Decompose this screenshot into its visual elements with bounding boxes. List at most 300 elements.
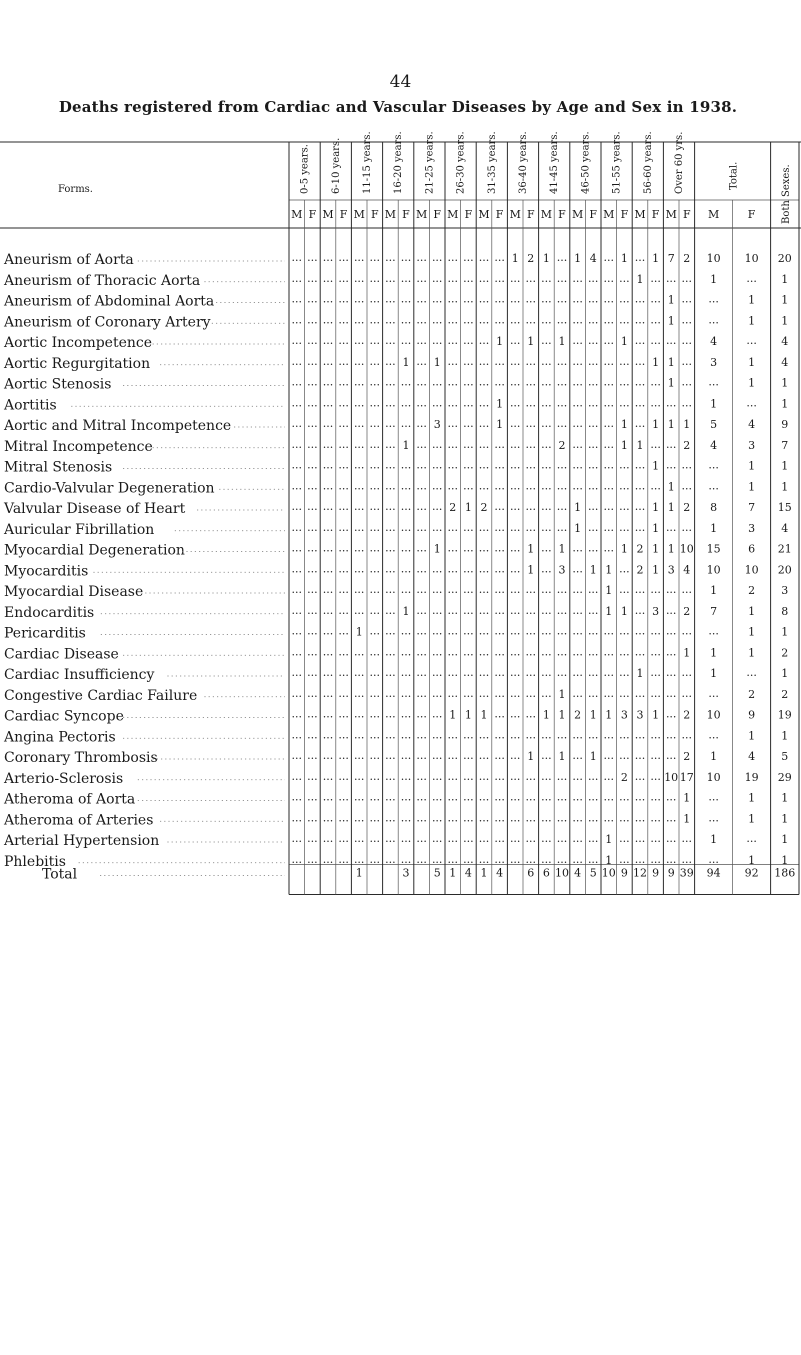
total-m-value: 5 bbox=[710, 418, 718, 431]
cell-empty: ... bbox=[634, 749, 646, 762]
cell-value: 1 bbox=[355, 866, 363, 880]
cell-empty: ... bbox=[353, 334, 365, 347]
cell-value: 2 bbox=[683, 501, 691, 514]
cell-value: 1 bbox=[464, 708, 472, 722]
cell-empty: ... bbox=[681, 292, 693, 306]
cell-empty: ... bbox=[681, 313, 693, 327]
cell-empty: ... bbox=[463, 832, 474, 845]
cell-empty: ... bbox=[447, 749, 459, 762]
cell-value: 10 bbox=[601, 866, 616, 880]
cell-empty: ... bbox=[338, 354, 349, 368]
cell-empty: ... bbox=[603, 541, 615, 555]
cell-empty: ... bbox=[494, 292, 505, 306]
cell-empty: ... bbox=[509, 437, 521, 451]
total-f-value: 10 bbox=[744, 563, 759, 577]
cell-empty: ... bbox=[338, 790, 349, 804]
cell-empty: ... bbox=[572, 541, 583, 555]
cell-empty: ... bbox=[650, 686, 661, 700]
cell-empty: ... bbox=[478, 769, 490, 783]
cell-empty: ... bbox=[431, 790, 443, 804]
cell-empty: ... bbox=[447, 251, 459, 264]
cell-empty: ... bbox=[463, 852, 474, 866]
cell-empty: ... bbox=[353, 790, 365, 804]
row-label: Arterial Hypertension bbox=[4, 833, 160, 849]
total-m-value: 10 bbox=[706, 252, 721, 265]
sex-header-m: M bbox=[384, 208, 397, 221]
total-f-value: 1 bbox=[748, 646, 756, 660]
cell-empty: ... bbox=[665, 458, 677, 472]
cell-empty: ... bbox=[572, 645, 583, 659]
sex-header-f: F bbox=[370, 208, 379, 221]
total-m-value: 10 bbox=[706, 563, 721, 577]
cell-empty: ... bbox=[509, 334, 521, 347]
cell-empty: ... bbox=[603, 811, 615, 825]
cell-empty: ... bbox=[322, 624, 334, 638]
cell-empty: ... bbox=[307, 541, 318, 555]
cell-empty: ... bbox=[541, 562, 552, 576]
total-m-value-empty: ... bbox=[708, 479, 719, 493]
total-f-value: 92 bbox=[744, 866, 759, 880]
cell-empty: ... bbox=[353, 749, 365, 762]
both-sexes-value: 15 bbox=[777, 501, 792, 514]
cell-empty: ... bbox=[400, 624, 412, 638]
cell-value: 1 bbox=[449, 708, 457, 722]
cell-empty: ... bbox=[650, 583, 661, 596]
cell-empty: ... bbox=[681, 375, 693, 389]
deaths-table bbox=[0, 120, 801, 883]
cell-empty: ... bbox=[572, 334, 583, 347]
cell-empty: ... bbox=[291, 686, 303, 700]
cell-empty: ... bbox=[338, 396, 349, 410]
cell-empty: ... bbox=[556, 313, 568, 327]
cell-empty: ... bbox=[385, 417, 396, 430]
total-m-value: 15 bbox=[706, 542, 721, 556]
cell-empty: ... bbox=[587, 666, 599, 679]
row-label: Aortic Incompetence bbox=[4, 335, 153, 351]
cell-value: 1 bbox=[605, 604, 613, 618]
row-label: Auricular Fibrillation bbox=[4, 521, 155, 538]
cell-empty: ... bbox=[385, 603, 396, 617]
cell-value: 2 bbox=[683, 708, 691, 722]
total-f-value-empty: ... bbox=[746, 832, 757, 845]
cell-empty: ... bbox=[603, 271, 615, 285]
cell-value: 1 bbox=[496, 397, 504, 411]
cell-value: 1 bbox=[480, 866, 488, 880]
cell-empty: ... bbox=[431, 271, 443, 285]
cell-empty: ... bbox=[572, 790, 583, 804]
cell-value: 1 bbox=[667, 376, 675, 390]
cell-value: 1 bbox=[652, 418, 660, 431]
cell-empty: ... bbox=[494, 728, 505, 742]
row-label: Aneurism of Abdominal Aorta bbox=[4, 293, 215, 310]
cell-empty: ... bbox=[291, 707, 303, 721]
cell-empty: ... bbox=[603, 334, 615, 347]
cell-empty: ... bbox=[400, 396, 412, 410]
cell-value: 2 bbox=[449, 501, 457, 514]
cell-value: 5 bbox=[433, 866, 441, 880]
cell-empty: ... bbox=[572, 852, 583, 866]
cell-empty: ... bbox=[322, 790, 334, 804]
cell-empty: ... bbox=[650, 479, 661, 493]
cell-empty: ... bbox=[307, 583, 318, 596]
cell-empty: ... bbox=[385, 583, 396, 596]
cell-empty: ... bbox=[369, 251, 381, 264]
row-label: Aneurism of Coronary Artery bbox=[4, 314, 211, 331]
cell-empty: ... bbox=[385, 728, 396, 742]
cell-value: 4 bbox=[683, 563, 691, 577]
cell-empty: ... bbox=[291, 811, 303, 825]
cell-empty: ... bbox=[369, 437, 381, 451]
total-f-value: 4 bbox=[748, 750, 756, 763]
cell-empty: ... bbox=[416, 500, 427, 513]
cell-empty: ... bbox=[572, 292, 583, 306]
both-sexes-value: 1 bbox=[781, 625, 789, 639]
cell-empty: ... bbox=[447, 852, 459, 866]
total-m-value: 1 bbox=[710, 397, 718, 411]
cell-empty: ... bbox=[463, 334, 474, 347]
cell-empty: ... bbox=[338, 811, 349, 825]
cell-value: 1 bbox=[527, 335, 535, 348]
total-header: Total. bbox=[728, 161, 740, 190]
cell-empty: ... bbox=[509, 583, 521, 596]
cell-empty: ... bbox=[478, 396, 490, 410]
cell-empty: ... bbox=[291, 375, 303, 389]
both-sexes-value: 1 bbox=[781, 853, 789, 867]
cell-value: 1 bbox=[652, 542, 660, 556]
cell-empty: ... bbox=[291, 334, 303, 347]
cell-empty: ... bbox=[634, 520, 646, 534]
cell-empty: ... bbox=[322, 271, 334, 285]
cell-value: 9 bbox=[620, 866, 628, 880]
cell-empty: ... bbox=[322, 251, 334, 264]
cell-value: 1 bbox=[402, 604, 410, 618]
cell-empty: ... bbox=[478, 313, 490, 327]
cell-empty: ... bbox=[541, 624, 552, 638]
cell-value: 6 bbox=[542, 866, 550, 880]
cell-empty: ... bbox=[619, 624, 630, 638]
cell-empty: ... bbox=[338, 479, 349, 493]
cell-empty: ... bbox=[556, 728, 568, 742]
total-f-value: 1 bbox=[748, 853, 756, 867]
cell-empty: ... bbox=[525, 354, 537, 368]
cell-empty: ... bbox=[400, 645, 412, 659]
cell-empty: ... bbox=[400, 728, 412, 742]
cell-value: 1 bbox=[652, 459, 660, 473]
cell-empty: ... bbox=[307, 354, 318, 368]
cell-value: 9 bbox=[667, 866, 675, 880]
cell-empty: ... bbox=[587, 417, 599, 430]
total-f-value: 1 bbox=[748, 791, 756, 805]
cell-value: 1 bbox=[527, 563, 535, 577]
cell-empty: ... bbox=[525, 458, 537, 472]
total-row-label: Total bbox=[42, 866, 78, 883]
cell-empty: ... bbox=[587, 313, 599, 327]
cell-empty: ... bbox=[369, 417, 381, 430]
cell-empty: ... bbox=[665, 396, 677, 410]
cell-empty: ... bbox=[587, 583, 599, 596]
cell-empty: ... bbox=[353, 458, 365, 472]
cell-value: 1 bbox=[667, 293, 675, 307]
cell-empty: ... bbox=[556, 832, 568, 845]
cell-empty: ... bbox=[603, 769, 615, 783]
total-m-value: 1 bbox=[710, 521, 718, 535]
cell-empty: ... bbox=[681, 479, 693, 493]
row-label: Cardio-Valvular Degeneration bbox=[4, 480, 215, 497]
cell-empty: ... bbox=[619, 852, 630, 866]
cell-value: 2 bbox=[683, 252, 691, 265]
cell-empty: ... bbox=[541, 749, 552, 762]
cell-empty: ... bbox=[619, 686, 630, 700]
cell-empty: ... bbox=[463, 541, 474, 555]
sex-header-f: F bbox=[526, 208, 535, 221]
cell-empty: ... bbox=[634, 790, 646, 804]
cell-empty: ... bbox=[525, 271, 537, 285]
cell-empty: ... bbox=[307, 313, 318, 327]
cell-empty: ... bbox=[463, 396, 474, 410]
cell-empty: ... bbox=[291, 624, 303, 638]
both-sexes-value: 19 bbox=[777, 708, 792, 722]
cell-empty: ... bbox=[494, 458, 505, 472]
cell-empty: ... bbox=[447, 417, 459, 430]
cell-empty: ... bbox=[681, 458, 693, 472]
cell-empty: ... bbox=[619, 790, 630, 804]
total-m-value-empty: ... bbox=[708, 790, 719, 804]
cell-empty: ... bbox=[400, 562, 412, 576]
cell-empty: ... bbox=[463, 251, 474, 264]
sex-header-f: F bbox=[308, 208, 317, 221]
total-f-value: 1 bbox=[748, 376, 756, 390]
cell-empty: ... bbox=[307, 417, 318, 430]
cell-value: 1 bbox=[620, 604, 628, 618]
cell-empty: ... bbox=[369, 686, 381, 700]
cell-empty: ... bbox=[494, 520, 505, 534]
cell-value: 1 bbox=[558, 750, 566, 763]
cell-empty: ... bbox=[291, 396, 303, 410]
total-f-value: 3 bbox=[748, 438, 756, 452]
cell-empty: ... bbox=[509, 396, 521, 410]
cell-empty: ... bbox=[494, 562, 505, 576]
sex-header-m: M bbox=[447, 208, 459, 221]
cell-empty: ... bbox=[322, 811, 334, 825]
both-sexes-value: 1 bbox=[781, 293, 789, 307]
cell-empty: ... bbox=[447, 686, 459, 700]
cell-empty: ... bbox=[603, 417, 615, 430]
cell-empty: ... bbox=[307, 666, 318, 679]
total-f-value-empty: ... bbox=[746, 666, 757, 679]
cell-empty: ... bbox=[369, 458, 381, 472]
cell-empty: ... bbox=[556, 520, 568, 534]
cell-value: 39 bbox=[679, 866, 694, 880]
both-sexes-value: 4 bbox=[781, 521, 789, 535]
cell-empty: ... bbox=[307, 562, 318, 576]
cell-value: 1 bbox=[558, 687, 566, 701]
cell-empty: ... bbox=[634, 728, 646, 742]
cell-value: 1 bbox=[605, 853, 613, 867]
cell-empty: ... bbox=[478, 728, 490, 742]
cell-empty: ... bbox=[369, 271, 381, 285]
cell-empty: ... bbox=[619, 396, 630, 410]
total-f-value: 10 bbox=[744, 252, 759, 265]
cell-empty: ... bbox=[665, 603, 677, 617]
cell-value: 1 bbox=[667, 480, 675, 494]
cell-empty: ... bbox=[619, 811, 630, 825]
cell-empty: ... bbox=[650, 666, 661, 679]
cell-empty: ... bbox=[369, 354, 381, 368]
row-label: Aortic Regurgitation bbox=[4, 355, 151, 372]
cell-value: 2 bbox=[636, 563, 644, 577]
cell-empty: ... bbox=[525, 686, 537, 700]
cell-empty: ... bbox=[307, 520, 318, 534]
cell-empty: ... bbox=[463, 354, 474, 368]
cell-empty: ... bbox=[400, 707, 412, 721]
total-m-value: 1 bbox=[710, 833, 718, 846]
cell-empty: ... bbox=[307, 624, 318, 638]
cell-empty: ... bbox=[307, 769, 318, 783]
cell-empty: ... bbox=[385, 271, 396, 285]
row-label: Cardiac Insufficiency bbox=[4, 667, 155, 683]
cell-value: 1 bbox=[652, 501, 660, 514]
cell-empty: ... bbox=[572, 666, 583, 679]
cell-value: 1 bbox=[527, 750, 535, 763]
cell-empty: ... bbox=[463, 417, 474, 430]
cell-empty: ... bbox=[353, 583, 365, 596]
cell-empty: ... bbox=[338, 603, 349, 617]
cell-empty: ... bbox=[665, 852, 677, 866]
total-f-value: 4 bbox=[748, 418, 756, 431]
age-group-header: 26-30 years. bbox=[455, 131, 467, 194]
cell-empty: ... bbox=[603, 313, 615, 327]
cell-value: 2 bbox=[527, 252, 535, 265]
both-sexes-value: 2 bbox=[781, 687, 789, 701]
cell-value: 1 bbox=[589, 750, 597, 763]
sex-header-m: M bbox=[634, 208, 646, 221]
cell-empty: ... bbox=[338, 645, 349, 659]
cell-empty: ... bbox=[431, 458, 443, 472]
cell-empty: ... bbox=[572, 271, 583, 285]
cell-empty: ... bbox=[416, 686, 427, 700]
cell-empty: ... bbox=[431, 666, 443, 679]
cell-value: 1 bbox=[511, 252, 519, 265]
sex-header-f: F bbox=[464, 208, 473, 221]
cell-empty: ... bbox=[494, 852, 505, 866]
cell-empty: ... bbox=[525, 479, 537, 493]
both-sexes-value: 1 bbox=[781, 459, 789, 473]
cell-value: 17 bbox=[679, 770, 694, 784]
cell-empty: ... bbox=[681, 396, 693, 410]
cell-empty: ... bbox=[509, 603, 521, 617]
cell-empty: ... bbox=[603, 645, 615, 659]
cell-empty: ... bbox=[369, 562, 381, 576]
cell-empty: ... bbox=[634, 354, 646, 368]
cell-empty: ... bbox=[338, 686, 349, 700]
deaths-table-grid bbox=[0, 120, 801, 883]
cell-empty: ... bbox=[431, 396, 443, 410]
cell-empty: ... bbox=[509, 375, 521, 389]
cell-empty: ... bbox=[556, 500, 568, 513]
cell-empty: ... bbox=[494, 666, 505, 679]
both-sexes-value: 21 bbox=[777, 542, 792, 556]
total-m-value: 94 bbox=[706, 866, 721, 880]
both-sexes-value: 1 bbox=[781, 480, 789, 494]
cell-empty: ... bbox=[463, 603, 474, 617]
cell-empty: ... bbox=[478, 292, 490, 306]
cell-empty: ... bbox=[307, 749, 318, 762]
cell-empty: ... bbox=[650, 749, 661, 762]
cell-empty: ... bbox=[572, 479, 583, 493]
total-m-value: 10 bbox=[706, 770, 721, 784]
total-f-value: 19 bbox=[744, 770, 759, 784]
cell-empty: ... bbox=[400, 811, 412, 825]
cell-empty: ... bbox=[525, 603, 537, 617]
cell-empty: ... bbox=[525, 790, 537, 804]
cell-empty: ... bbox=[541, 790, 552, 804]
total-f-value: 1 bbox=[748, 729, 756, 743]
cell-empty: ... bbox=[478, 790, 490, 804]
cell-empty: ... bbox=[463, 769, 474, 783]
cell-empty: ... bbox=[572, 769, 583, 783]
row-label: Coronary Thrombosis bbox=[4, 750, 158, 766]
cell-empty: ... bbox=[525, 645, 537, 659]
cell-empty: ... bbox=[665, 832, 677, 845]
cell-empty: ... bbox=[650, 271, 661, 285]
cell-empty: ... bbox=[463, 686, 474, 700]
cell-empty: ... bbox=[369, 375, 381, 389]
cell-empty: ... bbox=[634, 417, 646, 430]
sex-header-f: F bbox=[651, 208, 660, 221]
cell-empty: ... bbox=[400, 790, 412, 804]
cell-empty: ... bbox=[587, 479, 599, 493]
row-label: Endocarditis bbox=[4, 604, 95, 621]
total-f-value: 1 bbox=[748, 604, 756, 618]
cell-empty: ... bbox=[634, 251, 646, 264]
cell-empty: ... bbox=[509, 292, 521, 306]
cell-empty: ... bbox=[369, 728, 381, 742]
cell-empty: ... bbox=[587, 458, 599, 472]
cell-empty: ... bbox=[385, 251, 396, 264]
cell-value: 1 bbox=[558, 542, 566, 556]
cell-empty: ... bbox=[385, 292, 396, 306]
total-m-value: 1 bbox=[710, 750, 718, 763]
both-sexes-value: 20 bbox=[777, 563, 792, 577]
cell-empty: ... bbox=[416, 251, 427, 264]
cell-empty: ... bbox=[338, 500, 349, 513]
row-label: Pericarditis bbox=[4, 625, 86, 642]
cell-empty: ... bbox=[650, 396, 661, 410]
cell-empty: ... bbox=[494, 769, 505, 783]
cell-empty: ... bbox=[291, 583, 303, 596]
cell-empty: ... bbox=[494, 375, 505, 389]
cell-value: 1 bbox=[652, 708, 660, 722]
age-group-header: 41-45 years. bbox=[549, 131, 561, 194]
cell-empty: ... bbox=[572, 583, 583, 596]
cell-empty: ... bbox=[463, 728, 474, 742]
cell-value: 1 bbox=[620, 542, 628, 556]
cell-empty: ... bbox=[509, 832, 521, 845]
cell-empty: ... bbox=[322, 645, 334, 659]
cell-value: 10 bbox=[679, 542, 694, 556]
cell-empty: ... bbox=[447, 790, 459, 804]
cell-empty: ... bbox=[369, 603, 381, 617]
cell-empty: ... bbox=[478, 458, 490, 472]
cell-empty: ... bbox=[619, 271, 630, 285]
cell-empty: ... bbox=[400, 334, 412, 347]
cell-empty: ... bbox=[416, 520, 427, 534]
sex-header-m: M bbox=[322, 208, 334, 221]
cell-empty: ... bbox=[619, 458, 630, 472]
cell-empty: ... bbox=[509, 313, 521, 327]
cell-empty: ... bbox=[385, 790, 396, 804]
both-sexes-value: 2 bbox=[781, 646, 789, 660]
